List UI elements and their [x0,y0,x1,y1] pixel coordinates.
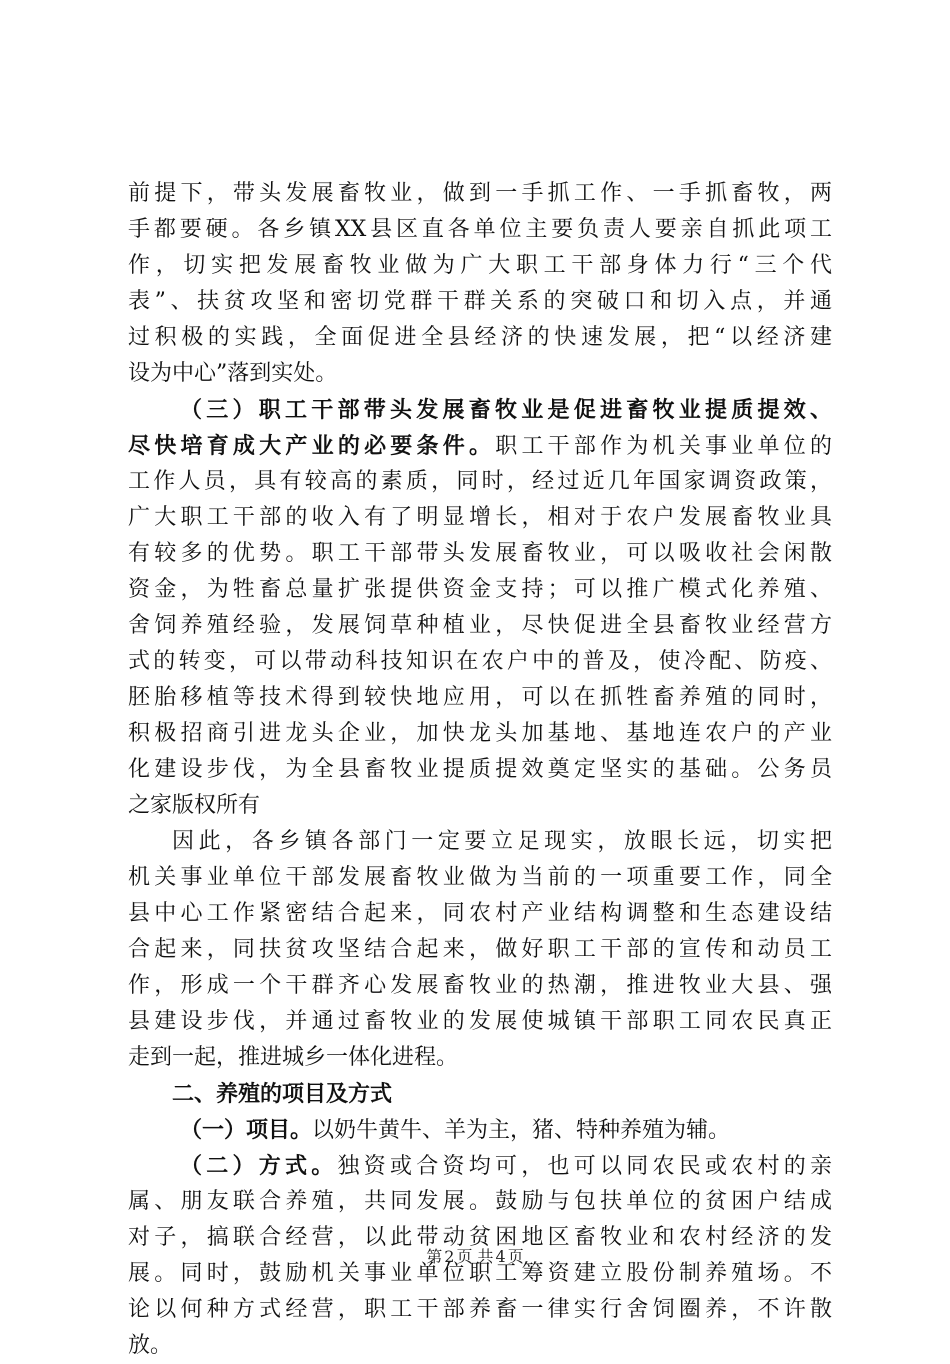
para3-line-3: 县中心工作紧密结合起来，同农村产业结构调整和生态建设结 [128,901,832,926]
para2-line-6: 资金，为牲畜总量扩张提供资金支持；可以推广模式化养殖、 [128,577,832,602]
item2-line-1 [180,1148,832,1184]
page-mid: 页 共 [456,1247,494,1266]
item1-text: 以奶牛黄牛、羊为主，猪、特种养殖为辅。 [312,1118,731,1143]
para1-line-1: 前提下，带头发展畜牧业，做到一手抓工作、一手抓畜牧，两 [128,181,832,206]
item2-line-6: 放。 [128,1333,173,1358]
para1-line-4: 表”、扶贫攻坚和密切党群干群关系的突破口和切入点，并通 [128,289,832,314]
para3-line-4: 合起来，同扶贫攻坚结合起来，做好职工干部的宣传和动员工 [128,937,832,962]
para2-line-7: 舍饲养殖经验，发展饲草种植业，尽快促进全县畜牧业经营方 [128,613,832,638]
section2-heading: 二、养殖的项目及方式 [172,1081,393,1107]
para1-line-2: 手都要硬。各乡镇XX县区直各单位主要负责人要亲自抓此项工 [128,217,832,242]
page-prefix: 第 [426,1247,443,1266]
para2-line-4: 广大职工干部的收入有了明显增长，相对于农户发展畜牧业具 [128,505,832,530]
para2-line-10: 积极招商引进龙头企业，加快龙头加基地、基地连农户的产业 [128,721,832,746]
page-total: 4 [495,1247,506,1266]
item2-line-3: 对子，搞联合经营，以此带动贫困地区畜牧业和农村经济的发 [128,1225,832,1250]
para2-heading-line-1: （三）职工干部带头发展畜牧业是促进畜牧业提质提效、 [180,397,832,423]
para2-line-11: 化建设步伐，为全县畜牧业提质提效奠定坚实的基础。公务员 [128,757,832,782]
para2-line-9: 胚胎移植等技术得到较快地应用，可以在抓牲畜养殖的同时， [128,685,832,710]
para2-line-3: 工作人员，具有较高的素质，同时，经过近几年国家调资政策， [128,469,832,494]
item1-label: （一）项目。 [180,1117,313,1143]
para3-line-7: 走到一起，推进城乡一体化进程。 [128,1045,459,1070]
item2-line-1-rest: 独资或合资均可，也可以同农民或农村的亲 [337,1154,832,1179]
page-footer [0,1247,950,1267]
para3-line-2: 机关事业单位干部发展畜牧业做为当前的一项重要工作，同全 [128,865,832,890]
item2-line-2: 属、朋友联合养殖，共同发展。鼓励与包扶单位的贫困户结成 [128,1189,832,1214]
page-current: 2 [444,1247,455,1266]
item2-line-4: 展。同时，鼓励机关事业单位职工筹资建立股份制养殖场。不 [128,1261,832,1286]
para2-line-8: 式的转变，可以带动科技知识在农户中的普及，使冷配、防疫、 [128,649,832,674]
para2-heading-line-2: 尽快培育成大产业的必要条件。 [128,433,496,459]
para2-line-12: 之家版权所有 [128,793,261,818]
para1-line-5: 过积极的实践，全面促进全县经济的快速发展，把“以经济建 [128,325,832,350]
para3-line-1: 因此，各乡镇各部门一定要立足现实，放眼长远，切实把 [172,829,832,854]
para1-line-3: 作，切实把发展畜牧业做为广大职工干部身体力行“三个代 [128,253,832,278]
para1-line-6: 设为中心”落到实处。 [128,361,338,386]
page-suffix: 页 [507,1247,524,1266]
item2-line-5: 论以何种方式经营，职工干部养畜一律实行舍饲圈养，不许散 [128,1297,832,1322]
para3-line-6: 县建设步伐，并通过畜牧业的发展使城镇干部职工同农民真正 [128,1009,832,1034]
para2-line-2-rest: 职工干部作为机关事业单位的 [495,434,832,459]
item1-line [180,1112,730,1148]
para2-line-5: 有较多的优势。职工干部带头发展畜牧业，可以吸收社会闲散 [128,541,832,566]
para3-line-5: 作，形成一个干群齐心发展畜牧业的热潮，推进牧业大县、强 [128,973,832,998]
item2-label: （二）方式。 [180,1153,338,1179]
para2-line-2 [128,428,832,464]
